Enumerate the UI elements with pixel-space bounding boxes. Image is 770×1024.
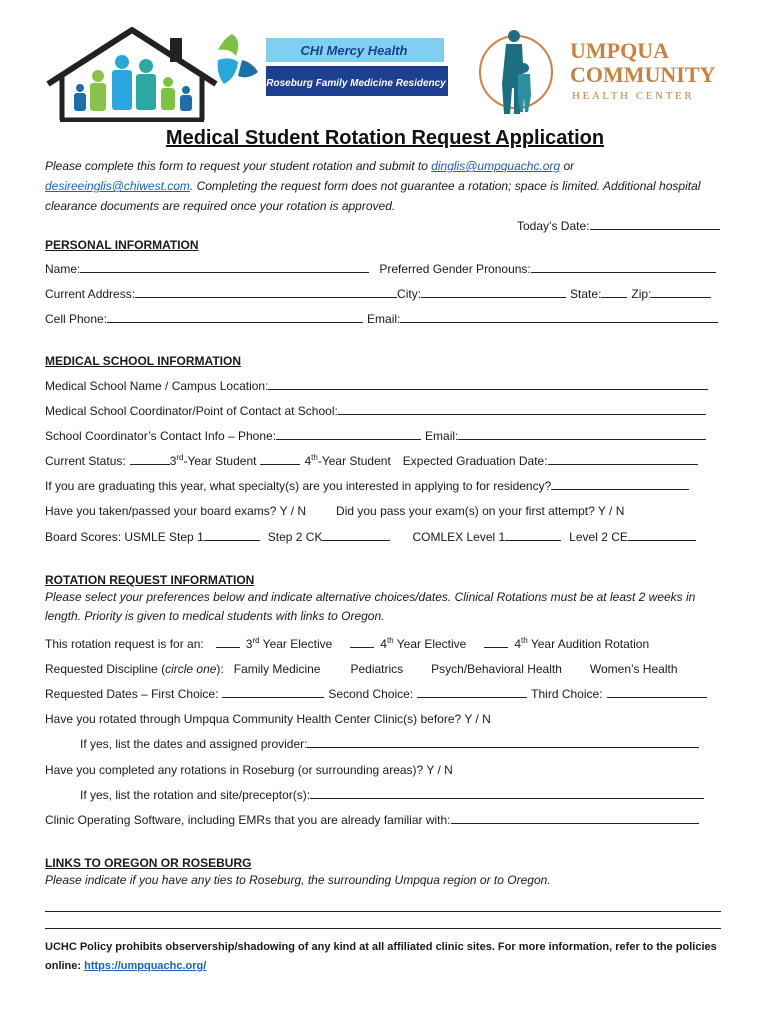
coordinator-field[interactable] [338, 403, 706, 415]
second-choice-label: Second Choice: [328, 687, 414, 701]
intro-text-3: . Completing the request form does not guarantee a rotation; space is limited. Additional hospital clearance documents are required once your rotation is approved. [45, 179, 701, 213]
first-choice-label: Requested Dates – First Choice: [45, 687, 219, 701]
name-label: Name: [45, 262, 81, 276]
intro-text-1: Please complete this form to request your student rotation and submit to [45, 159, 432, 173]
status-4th-text: -Year Student [317, 454, 391, 468]
opt1-sup: rd [252, 636, 260, 645]
boards-row [45, 503, 624, 519]
policy-text: UCHC Policy prohibits observership/shadowing of any kind at all affiliated clinic sites. For more information, refer to the policies online: [45, 941, 717, 972]
site-row [80, 787, 704, 803]
ties-field-line-2[interactable] [45, 928, 721, 929]
cell-row [45, 311, 718, 327]
umpqua-logo [478, 24, 730, 116]
usmle-step1-label: Board Scores: USMLE Step 1 [45, 530, 204, 544]
cell-label: Cell Phone: [45, 312, 108, 326]
email-link-desiree[interactable]: desireeinglis@chiwest.com [45, 179, 190, 193]
opt3-blank[interactable] [484, 636, 508, 648]
email-link-dinglis[interactable]: dinglis@umpquachc.org [431, 159, 561, 173]
software-row [45, 812, 699, 828]
provider-row [80, 736, 699, 752]
header-logos [0, 0, 770, 122]
grad-date-field[interactable] [548, 453, 698, 465]
school-name-row [45, 378, 708, 394]
city-field[interactable] [421, 286, 566, 298]
city-label: City: [397, 287, 422, 301]
opt2-blank[interactable] [350, 636, 374, 648]
name-field[interactable] [80, 261, 369, 273]
second-choice-field[interactable] [417, 686, 527, 698]
coord-email-label: Email: [425, 429, 459, 443]
todays-date-label: Today’s Date: [517, 219, 590, 233]
zip-label: Zip: [631, 287, 652, 301]
address-row [45, 286, 711, 302]
discipline-family-medicine[interactable]: Family Medicine [233, 662, 321, 676]
third-choice-label: Third Choice: [531, 687, 603, 701]
discipline-pediatrics[interactable]: Pediatrics [350, 662, 404, 676]
coord-email-field[interactable] [458, 428, 706, 440]
policy-footer [45, 938, 735, 976]
third-choice-field[interactable] [607, 686, 707, 698]
status-4th-blank[interactable] [260, 453, 300, 465]
intro-paragraph [45, 156, 735, 216]
page-title: Medical Student Rotation Request Application [165, 127, 605, 149]
level2-label: Level 2 CE [569, 530, 628, 544]
personal-info-heading: PERSONAL INFORMATION [45, 238, 199, 252]
address-field[interactable] [135, 286, 397, 298]
site-field[interactable] [310, 787, 704, 799]
links-heading: LINKS TO OREGON OR ROSEBURG [45, 856, 252, 870]
opt2-sup: th [386, 636, 394, 645]
rotated-before-label[interactable]: Have you rotated through Umpqua Community Health Center Clinic(s) before? Y / N [45, 712, 491, 726]
rotation-note: Please select your preferences below and indicate alternative choices/dates. Clinical Rotations must be at least 2 weeks in length. Priority is given to medical students with links to Oregon. [45, 590, 696, 623]
school-name-field[interactable] [268, 378, 708, 390]
status-3rd-blank[interactable] [130, 453, 170, 465]
rotation-heading: ROTATION REQUEST INFORMATION [45, 573, 255, 587]
request-for-label: This rotation request is for an: [45, 637, 204, 651]
zip-field[interactable] [651, 286, 711, 298]
opt3-sup: th [521, 636, 528, 645]
comlex1-label: COMLEX Level 1 [412, 530, 506, 544]
discipline-label: Requested Discipline ( [45, 662, 166, 676]
rotated-before-row [45, 711, 491, 727]
status-3rd-text: -Year Student [183, 454, 257, 468]
opt2-text: Year Elective [393, 637, 467, 651]
email-field[interactable] [400, 311, 718, 323]
discipline-womens-health[interactable]: Women’s Health [589, 662, 678, 676]
umpqua-line1: UMPQUA [570, 38, 669, 63]
todays-date-row [517, 218, 720, 234]
todays-date-field[interactable] [590, 218, 720, 230]
policy-link[interactable]: https://umpquachc.org/ [84, 960, 207, 972]
opt3-text: Year Audition Rotation [527, 637, 650, 651]
ties-field-line-1[interactable] [45, 911, 721, 912]
step2-field[interactable] [322, 529, 390, 541]
address-label: Current Address: [45, 287, 136, 301]
coord-phone-label: School Coordinator’s Contact Info – Phone: [45, 429, 277, 443]
chi-name-text: CHI Mercy Health [300, 43, 408, 58]
coordinator-contact-row [45, 428, 706, 444]
email-label: Email: [367, 312, 401, 326]
discipline-psych[interactable]: Psych/Behavioral Health [431, 662, 562, 676]
coord-phone-field[interactable] [276, 428, 421, 440]
if-yes-site-label: If yes, list the rotation and site/preceptor(s): [80, 788, 311, 802]
specialty-label: If you are graduating this year, what specialty(s) are you interested in applying to for residency? [45, 479, 552, 493]
if-yes-provider-label: If yes, list the dates and assigned provider: [80, 737, 308, 751]
circle-one-text: circle one [165, 662, 217, 676]
board-scores-row [45, 529, 696, 545]
first-choice-field[interactable] [222, 686, 324, 698]
level2-field[interactable] [628, 529, 696, 541]
intro-text-2: or [560, 159, 575, 173]
coordinator-row [45, 403, 706, 419]
links-note: Please indicate if you have any ties to Roseburg, the surrounding Umpqua region or to Oregon. [45, 873, 551, 887]
medical-school-heading: MEDICAL SCHOOL INFORMATION [45, 354, 241, 368]
chi-sub-text: Roseburg Family Medicine Residency [266, 78, 446, 89]
boards-taken-label[interactable]: Have you taken/passed your board exams? Y / N [45, 504, 307, 518]
grad-date-label: Expected Graduation Date: [402, 454, 548, 468]
status-label: Current Status: [45, 454, 126, 468]
status-3rd-num: 3 [169, 454, 177, 468]
school-name-label: Medical School Name / Campus Location: [45, 379, 269, 393]
opt1-num: 3 [245, 637, 253, 651]
pronouns-label: Preferred Gender Pronouns: [379, 262, 531, 276]
coordinator-label: Medical School Coordinator/Point of Contact at School: [45, 404, 338, 418]
state-label: State: [570, 287, 602, 301]
roseburg-label[interactable]: Have you completed any rotations in Roseburg (or surrounding areas)? Y / N [45, 763, 453, 777]
first-attempt-label[interactable]: Did you pass your exam(s) on your first attempt? Y / N [336, 504, 625, 518]
usmle-step1-field[interactable] [204, 529, 260, 541]
provider-field[interactable] [307, 736, 699, 748]
umpqua-line2: COMMUNITY [570, 62, 716, 87]
roseburg-row [45, 762, 453, 778]
step2-label: Step 2 CK [267, 530, 323, 544]
name-row [45, 261, 716, 277]
chi-mercy-logo [214, 30, 448, 100]
status-4th-sup: th [311, 453, 318, 462]
dates-row [45, 686, 707, 702]
opt2-num: 4 [380, 637, 387, 651]
software-label: Clinic Operating Software, including EMRs that you are already familiar with: [45, 813, 451, 827]
umpqua-line3: HEALTH CENTER [572, 90, 695, 102]
house-family-logo [40, 24, 225, 122]
state-field[interactable] [601, 286, 627, 298]
status-row [45, 453, 698, 469]
discipline-close: ): [216, 662, 224, 676]
status-3rd-sup: rd [176, 453, 184, 462]
opt1-blank[interactable] [216, 636, 240, 648]
cell-field[interactable] [107, 311, 363, 323]
opt1-text: Year Elective [259, 637, 333, 651]
specialty-field[interactable] [551, 478, 689, 490]
software-field[interactable] [451, 812, 699, 824]
comlex1-field[interactable] [505, 529, 561, 541]
specialty-row [45, 478, 689, 494]
pronouns-field[interactable] [531, 261, 716, 273]
request-type-row [45, 636, 649, 652]
discipline-row [45, 661, 678, 677]
opt3-num: 4 [514, 637, 522, 651]
status-4th-num: 4 [304, 454, 312, 468]
